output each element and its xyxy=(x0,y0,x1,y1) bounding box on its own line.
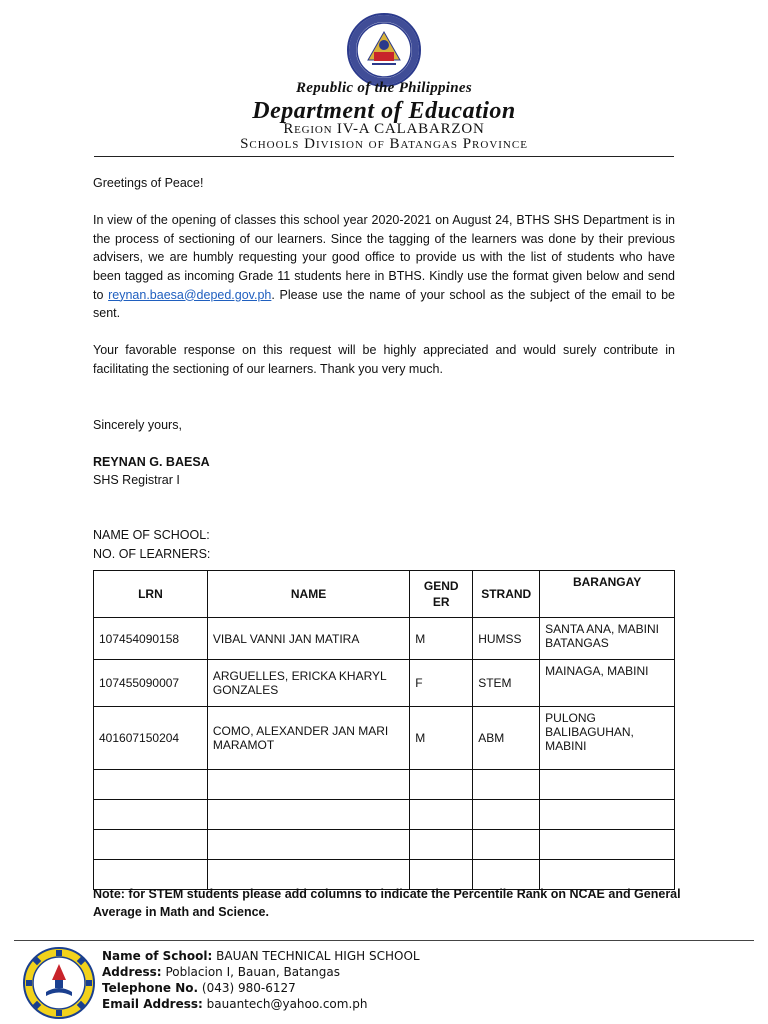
header-divider xyxy=(94,156,674,157)
cell-gender: M xyxy=(410,707,473,770)
letter-body xyxy=(93,174,675,490)
footer-email-line xyxy=(102,996,420,1012)
cell-name: ARGUELLES, ERICKA KHARYL GONZALES xyxy=(207,660,409,707)
appreciation-paragraph: Your favorable response on this request will be highly appreciated and would surely contribute in facilitating the sectioning of our learners. Thank you very much. xyxy=(93,343,675,376)
footer-address-value: Poblacion I, Bauan, Batangas xyxy=(165,965,341,979)
cell-name: COMO, ALEXANDER JAN MARI MARAMOT xyxy=(207,707,409,770)
col-lrn: LRN xyxy=(94,571,208,618)
col-gender-label: GENDER xyxy=(423,579,459,609)
footer-phone-label: Telephone No. xyxy=(102,981,199,995)
table-row xyxy=(94,707,675,770)
request-paragraph xyxy=(93,211,675,323)
school-name-label: NAME OF SCHOOL: xyxy=(93,528,210,542)
division-heading: Schools Division of Batangas Province xyxy=(240,136,528,152)
footer-email-value[interactable]: bauantech@yahoo.com.ph xyxy=(206,997,368,1011)
cell-barangay: PULONG BALIBAGUHAN, MABINI xyxy=(540,707,675,770)
footer-email-label: Email Address: xyxy=(102,997,203,1011)
cell-lrn: 401607150204 xyxy=(94,707,208,770)
cell-barangay: SANTA ANA, MABINI BATANGAS xyxy=(540,618,675,660)
cell-lrn: 107454090158 xyxy=(94,618,208,660)
table-row xyxy=(94,618,675,660)
empty-row xyxy=(94,830,675,860)
request-text: In view of the opening of classes this school year 2020-2021 on August 24, BTHS SHS Department is in the process of sectioning of our learners. Since the tagging of the learners was done by their previous advisers, we are humbly requesting your good office to provide us with the list of students who have been tagged as incoming Grade 11 students here in BTHS. Kindly use the format given below and send to xyxy=(93,213,675,302)
footer-address-line xyxy=(102,964,420,980)
stem-note: Note: for STEM students please add columns to indicate the Percentile Rank on NCAE and General Average in Math and Science. xyxy=(93,887,681,919)
signatory-name: REYNAN G. BAESA xyxy=(93,454,210,469)
footer-divider xyxy=(14,940,754,941)
footer-phone-line xyxy=(102,980,420,996)
republic-heading: Republic of the Philippines xyxy=(295,80,473,96)
col-barangay: BARANGAY xyxy=(540,571,675,618)
cell-lrn: 107455090007 xyxy=(94,660,208,707)
col-gender xyxy=(410,571,473,618)
empty-row xyxy=(94,800,675,830)
learners-count-label: NO. OF LEARNERS: xyxy=(93,546,211,561)
email-link[interactable]: reynan.baesa@deped.gov.ph xyxy=(108,287,272,302)
footer-school-value: BAUAN TECHNICAL HIGH SCHOOL xyxy=(216,949,420,963)
col-name: NAME xyxy=(207,571,409,618)
bths-school-logo xyxy=(22,946,96,1020)
cell-name: VIBAL VANNI JAN MATIRA xyxy=(207,618,409,660)
department-heading: Department of Education xyxy=(252,98,516,124)
learners-table xyxy=(93,570,675,890)
footer-school-line xyxy=(102,948,420,964)
cell-strand: ABM xyxy=(473,707,540,770)
cell-strand: STEM xyxy=(473,660,540,707)
empty-row xyxy=(94,770,675,800)
table-header-row xyxy=(94,571,675,618)
cell-strand: HUMSS xyxy=(473,618,540,660)
region-heading: Region IV-A CALABARZON xyxy=(283,121,485,137)
request-text-end: . Please use the name of your school as the subject of the email to be sent. xyxy=(93,287,675,321)
form-fields xyxy=(93,526,675,563)
footer-phone-value: (043) 980-6127 xyxy=(201,981,296,995)
signatory-position: SHS Registrar I xyxy=(93,473,180,488)
cell-gender: M xyxy=(410,618,473,660)
footer-school-label: Name of School: xyxy=(102,949,213,963)
cell-gender: F xyxy=(410,660,473,707)
deped-seal-logo xyxy=(346,12,422,88)
cell-barangay: MAINAGA, MABINI xyxy=(540,660,675,707)
greeting: Greetings of Peace! xyxy=(93,176,204,190)
closing: Sincerely yours, xyxy=(93,417,182,432)
table-row xyxy=(94,660,675,707)
col-strand: STRAND xyxy=(473,571,540,618)
school-contact-info xyxy=(102,948,420,1012)
footer-address-label: Address: xyxy=(102,965,162,979)
